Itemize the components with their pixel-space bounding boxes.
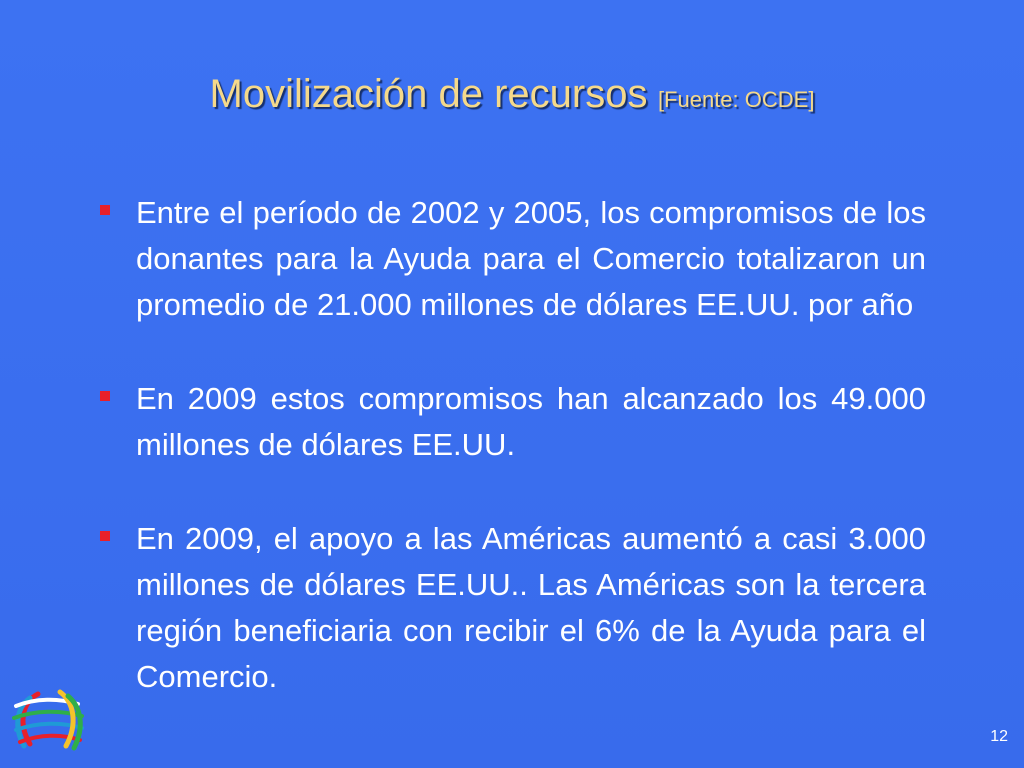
square-bullet-icon: [100, 391, 110, 401]
bullet-text: En 2009, el apoyo a las Américas aumentó a casi 3.000 millones de dólares EE.UU.. Las Américas son la tercera región beneficiaria con recibir el 6% de la Ayuda para el Comercio.: [136, 521, 926, 694]
bullet-item: [96, 376, 926, 468]
square-bullet-icon: [100, 531, 110, 541]
bullet-item: [96, 516, 926, 700]
bullet-item: [96, 190, 926, 328]
wto-logo-icon: [8, 684, 88, 754]
bullet-list: [96, 190, 926, 748]
bullet-text: En 2009 estos compromisos han alcanzado los 49.000 millones de dólares EE.UU.: [136, 381, 926, 462]
square-bullet-icon: [100, 205, 110, 215]
page-number: 12: [990, 728, 1008, 745]
bullet-text: Entre el período de 2002 y 2005, los compromisos de los donantes para la Ayuda para el Comercio totalizaron un promedio de 21.000 millones de dólares EE.UU. por año: [136, 195, 926, 322]
title-main: Movilización de recursos: [209, 72, 648, 116]
title-source: [Fuente: OCDE]: [657, 87, 815, 112]
slide-title: [0, 72, 1024, 117]
